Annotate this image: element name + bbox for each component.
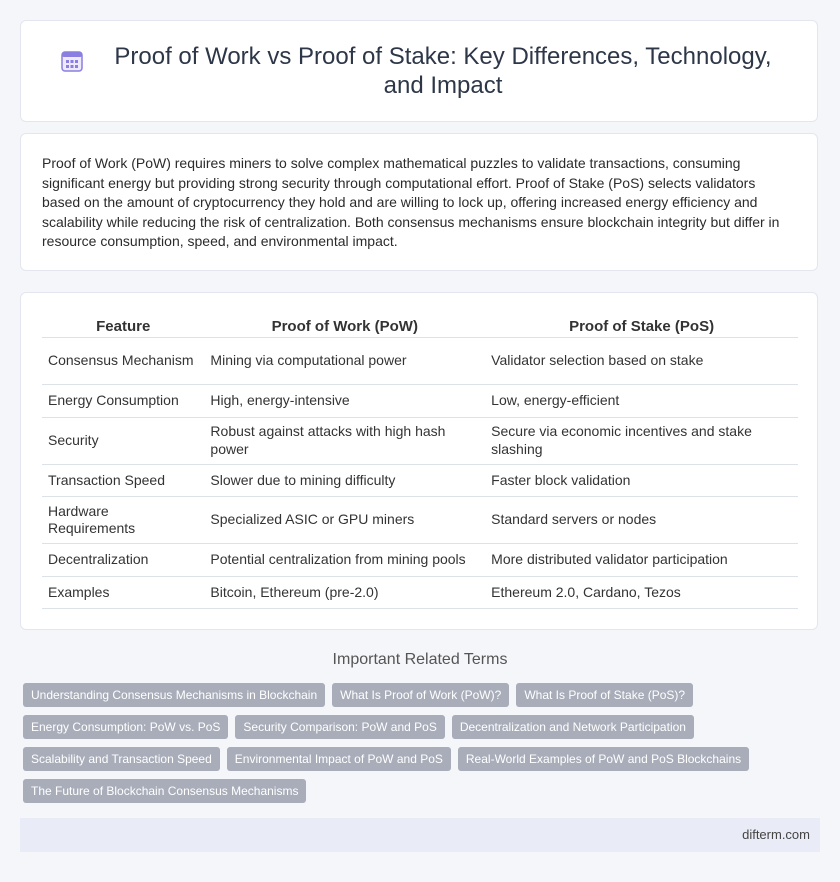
table-cell: More distributed validator participation: [485, 544, 798, 577]
table-cell: High, energy-intensive: [204, 385, 485, 418]
table-cell: Robust against attacks with high hash power: [204, 418, 485, 465]
comparison-table: [42, 308, 798, 609]
table-cell: Low, energy-efficient: [485, 385, 798, 418]
table-cell: Transaction Speed: [42, 465, 204, 498]
comparison-card: [20, 292, 818, 630]
related-terms-list: [23, 683, 803, 811]
intro-card: [20, 133, 818, 271]
table-cell: Slower due to mining difficulty: [204, 465, 485, 498]
footer-site-link[interactable]: difterm.com: [742, 827, 810, 842]
table-row: [42, 338, 798, 385]
table-cell: Secure via economic incentives and stake slashing: [485, 418, 798, 465]
table-row: [42, 385, 798, 418]
calendar-icon: [59, 48, 85, 74]
table-row: [42, 465, 798, 498]
table-header-row: [42, 308, 798, 338]
table-row: [42, 497, 798, 544]
table-row: [42, 577, 798, 610]
related-term-link[interactable]: The Future of Blockchain Consensus Mechanisms: [23, 779, 306, 803]
related-term-link[interactable]: Environmental Impact of PoW and PoS: [227, 747, 451, 771]
table-cell: Examples: [42, 577, 204, 610]
table-cell: Faster block validation: [485, 465, 798, 498]
table-cell: Specialized ASIC or GPU miners: [204, 497, 485, 544]
table-cell: Decentralization: [42, 544, 204, 577]
table-cell: Potential centralization from mining pools: [204, 544, 485, 577]
related-term-link[interactable]: What Is Proof of Stake (PoS)?: [516, 683, 693, 707]
intro-text: Proof of Work (PoW) requires miners to solve complex mathematical puzzles to validate transactions, consuming significant energy but providing strong security through computational effort. Proof of Stake (PoS) selects validators based on the amount of cryptocurrency they hold and are willing to lock up, offering increased energy efficiency and scalability while reducing the risk of centralization. Both consensus mechanisms ensure blockchain integrity but differ in resource consumption, speed, and environmental impact.: [42, 155, 780, 250]
table-header: Feature: [42, 308, 204, 338]
table-cell: Energy Consumption: [42, 385, 204, 418]
table-cell: Hardware Requirements: [42, 497, 204, 544]
table-cell: Validator selection based on stake: [485, 338, 798, 385]
table-header: Proof of Work (PoW): [204, 308, 485, 338]
table-cell: Mining via computational power: [204, 338, 485, 385]
title-card: [20, 20, 818, 122]
page-title: Proof of Work vs Proof of Stake: Key Differences, Technology, and Impact: [114, 43, 772, 99]
table-cell: Security: [42, 418, 204, 465]
related-term-link[interactable]: Real-World Examples of PoW and PoS Blockchains: [458, 747, 749, 771]
table-cell: Bitcoin, Ethereum (pre-2.0): [204, 577, 485, 610]
related-term-link[interactable]: What Is Proof of Work (PoW)?: [332, 683, 509, 707]
table-cell: Consensus Mechanism: [42, 338, 204, 385]
table-header: Proof of Stake (PoS): [485, 308, 798, 338]
related-term-link[interactable]: Energy Consumption: PoW vs. PoS: [23, 715, 228, 739]
related-terms-heading: Important Related Terms: [332, 651, 508, 668]
related-term-link[interactable]: Decentralization and Network Participation: [452, 715, 694, 739]
footer-bar: [20, 818, 820, 852]
table-cell: Standard servers or nodes: [485, 497, 798, 544]
related-term-link[interactable]: Scalability and Transaction Speed: [23, 747, 220, 771]
related-term-link[interactable]: Security Comparison: PoW and PoS: [235, 715, 444, 739]
table-row: [42, 418, 798, 465]
table-row: [42, 544, 798, 577]
table-cell: Ethereum 2.0, Cardano, Tezos: [485, 577, 798, 610]
related-term-link[interactable]: Understanding Consensus Mechanisms in Blockchain: [23, 683, 325, 707]
